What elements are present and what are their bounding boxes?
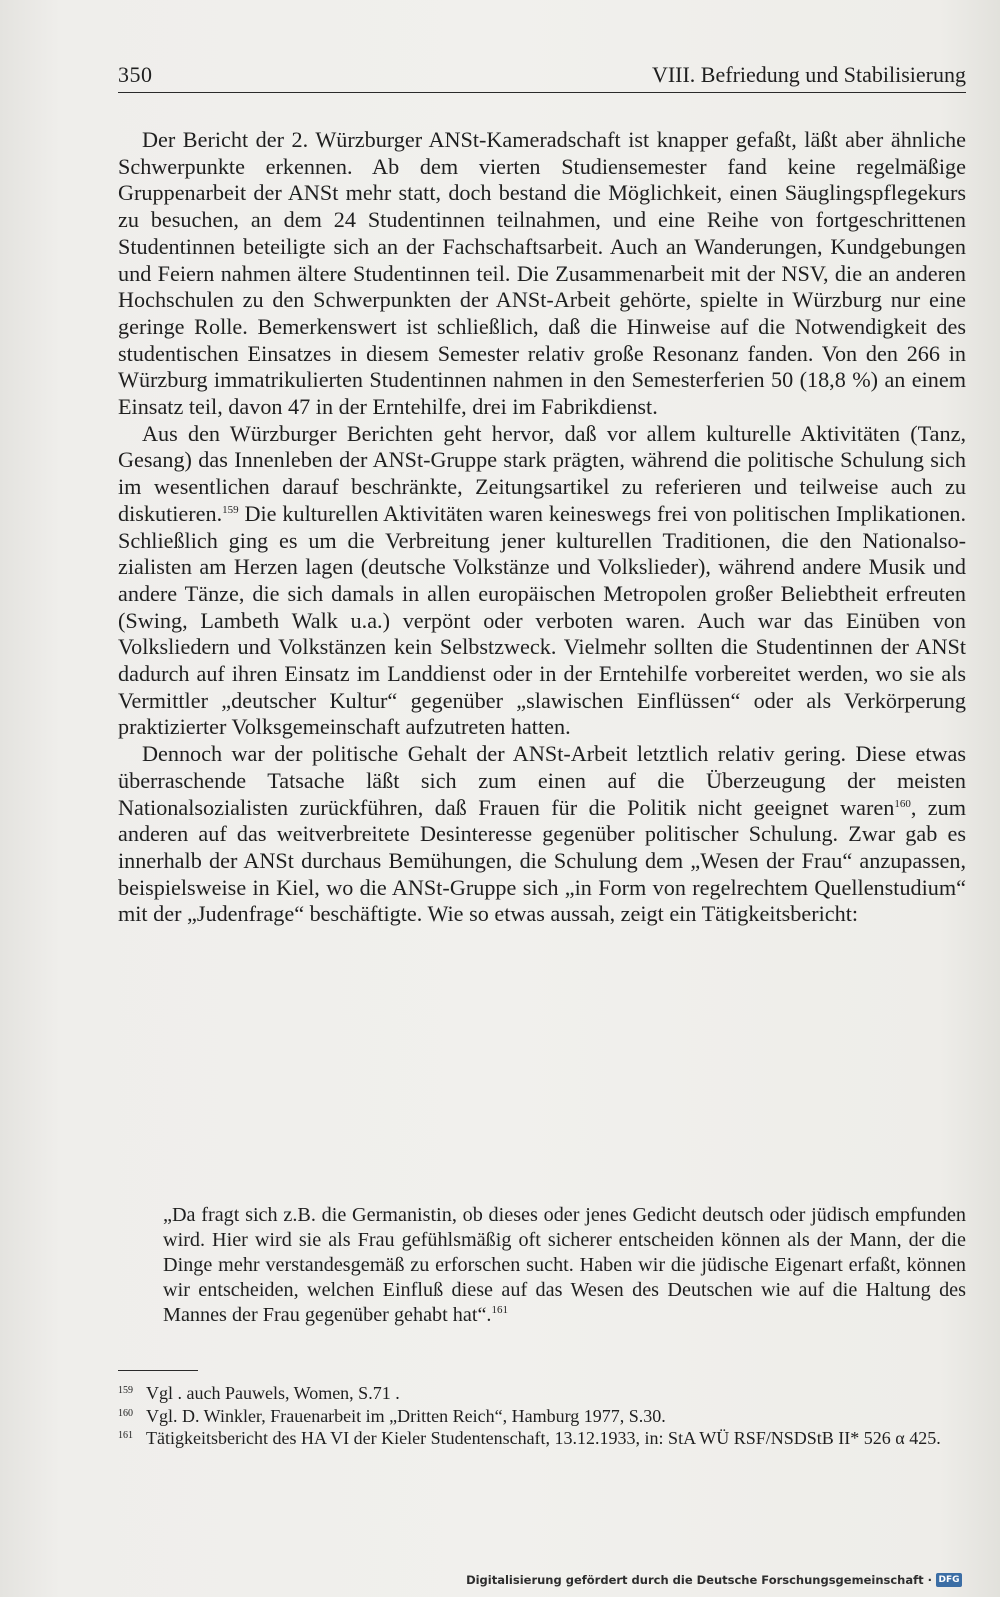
paragraph-text: Der Bericht der 2. Würzburger ANSt-Kameradschaft ist knapper gefaßt, läßt aber ähnliche Schwerpunkte erkennen. Ab dem vierten Studiensemester fand keine regelmäßige Gruppenarbeit der ANSt mehr statt, doch bestand die Möglichkeit, einen Säuglingspflegekurs zu besuchen, an dem 24 Studentinnen teilnahmen, und eine Reihe von fortgeschrittenen Studentinnen beteiligte sich an der Fachschaftsarbeit. Auch an Wanderungen, Kundgebungen und Feiern nahmen ältere Studentinnen teil. Die Zusammenarbeit mit der NSV, die an anderen Hochschulen zu den Schwerpunkten der ANSt-Arbeit gehörte, spielte in Würzburg nur eine geringe Rolle. Bemerkenswert ist schließlich, daß die Hinweise auf die Notwendigkeit des studentischen Einsatzes in diesem Semester relativ große Resonanz fanden. Von den 266 in Würzburg immatrikulierten Studentinnen nahmen in den Semesterferien 50 (18,8 %) an einem Einsatz teil, davon 47 in der Erntehilfe, drei im Fabrikdienst. <box>118 127 966 420</box>
digitization-credit <box>466 1573 962 1587</box>
paragraph-text: Aus den Würzburger Berichten geht hervor, daß vor allem kulturelle Aktivitäten (Tanz, Gesang) das Innenleben der ANSt-Gruppe stark prägten, während die politische Schulung sich im wesentlichen darauf beschränkte, Zeitungsartikel zu referieren und teilweise auch zu diskutieren. <box>118 420 966 526</box>
footnote-number: 160 <box>118 1407 133 1419</box>
block-quote <box>163 1203 966 1328</box>
footnote-text: Vgl . auch Pauwels, Women, S.71 . <box>146 1383 400 1403</box>
footnote-159 <box>118 1382 966 1405</box>
footnote-ref-159[interactable]: 159 <box>222 503 239 516</box>
dfg-logo: DFG <box>936 1573 962 1587</box>
running-head <box>118 62 966 93</box>
page-number: 350 <box>118 62 153 87</box>
footnotes <box>118 1382 966 1450</box>
paragraph-text: , zum anderen auf das weitverbreitete Desinteresse gegenüber politischer Schulung. Zwar gab es innerhalb der ANSt durchaus Bemühungen, die Schulung dem „Wesen der Frau“ anzupassen, beispielsweise in Kiel, wo die ANSt-Gruppe sich „in Form von regelrechtem Quellenstudium“ mit der „Judenfrage“ beschäftigte. Wie so etwas aussah, zeigt ein Tätigkeitsbericht: <box>118 794 967 927</box>
quote-text: „Da fragt sich z.B. die Germanistin, ob dieses oder jenes Gedicht deutsch oder jüdisch empfunden wird. Hier wird sie als Frau gefühlsmäßig oft sicherer entscheiden können als der Mann, der die Dinge mehr verstandesgemäß zu erforschen sucht. Haben wir die jüdische Eigenart erfaßt, können wir entscheiden, welchen Einfluß diese auf das Wesen des Deutschen wie auf die Haltung des Mannes der Frau gegenüber gehabt hat“. <box>163 1204 966 1326</box>
paragraph-3 <box>118 741 966 928</box>
footnote-ref-160[interactable]: 160 <box>894 797 911 810</box>
paragraph-1 <box>118 127 966 421</box>
body-text <box>118 127 966 928</box>
footnote-separator <box>118 1370 198 1371</box>
footnote-161 <box>118 1427 966 1450</box>
footnote-160 <box>118 1405 966 1428</box>
footnote-number: 161 <box>118 1430 133 1441</box>
credit-text: Digitalisierung gefördert durch die Deutsche Forschungsgemeinschaft · <box>466 1573 932 1587</box>
footnote-text: Vgl. D. Winkler, Frauenarbeit im „Dritten Reich“, Hamburg 1977, S.30. <box>146 1405 666 1426</box>
paragraph-2 <box>118 421 966 741</box>
footnote-ref-161[interactable]: 161 <box>491 1304 508 1316</box>
paragraph-text: Dennoch war der politische Gehalt der ANSt-Arbeit letztlich relativ gering. Diese etwas überraschende Tatsache läßt sich zum einen auf die Überzeugung der meisten Nationalsozialisten zurückführen, daß Frauen für die Politik nicht geeignet waren <box>118 741 966 820</box>
paragraph-text: Die kulturellen Aktivitäten waren keineswegs frei von politischen Implikationen. Schließlich ging es um die Verbreitung jener kulturellen Traditionen, die den Nationalsozialisten am Herzen lagen (deutsche Volkstänze und Volkslieder), während andere Musik und andere Tänze, die sich damals in allen europäischen Metropolen großer Beliebtheit erfreuten (Swing, Lambeth Walk u.a.) verpönt oder verboten waren. Auch war das Einüben von Volksliedern und Volkstänzen kein Selbstzweck. Vielmehr sollten die Studentinnen der ANSt dadurch auf ihren Einsatz im Landdienst oder in der Erntehilfe vorbereitet werden, wo sie als Vermittler „deutscher Kultur“ gegenüber „slawischen Einflüssen“ oder als Verkörperung praktizierter Volksgemeinschaft aufzutreten hatten. <box>118 500 966 740</box>
footnote-number: 159 <box>118 1385 133 1396</box>
footnote-text: Tätigkeitsbericht des HA VI der Kieler Studentenschaft, 13.12.1933, in: StA WÜ RSF/NSDStB II* 526 α 425. <box>146 1428 941 1448</box>
chapter-title: VIII. Befriedung und Stabilisierung <box>651 62 966 87</box>
